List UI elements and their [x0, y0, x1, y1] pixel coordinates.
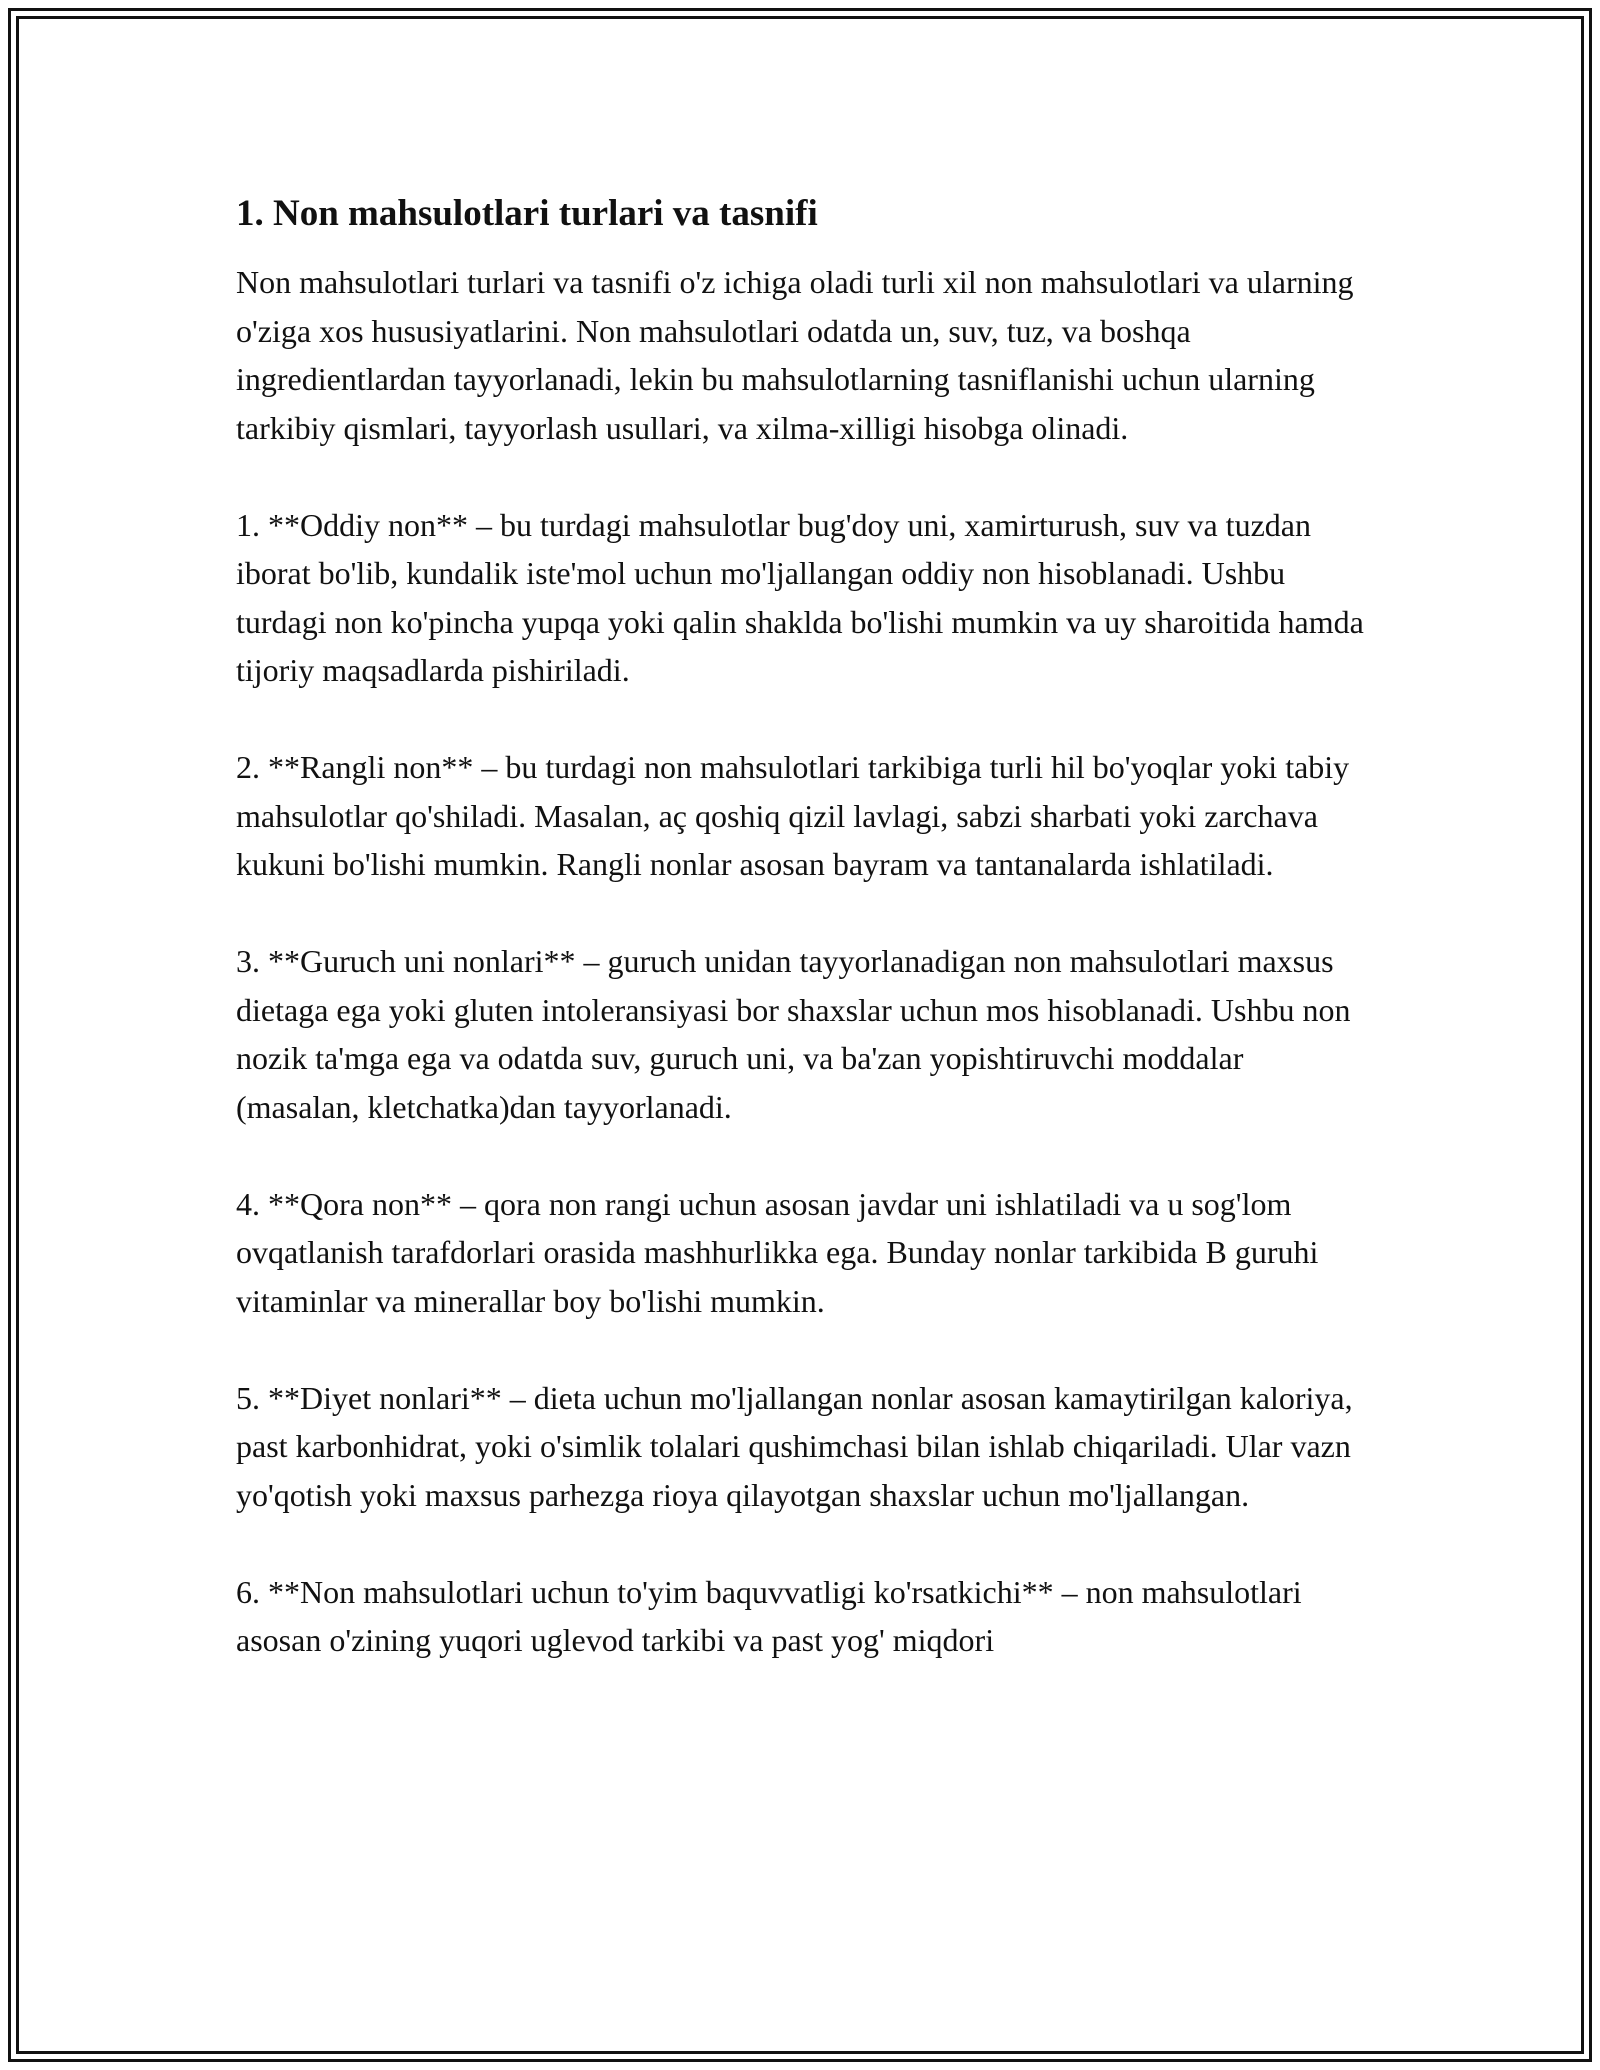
paragraph-diyet-nonlari: 5. **Diyet nonlari** – dieta uchun mo'ljallangan nonlar asosan kamaytirilgan kaloriya, past karbonhidrat, yoki o'simlik tolalari qushimchasi bilan ishlab chiqariladi. Ular vazn yo'qotish yoki maxsus parhezga rioya qilayotgan shaxslar uchun mo'ljallangan. [236, 1379, 1353, 1513]
paragraph-rangli-non: 2. **Rangli non** – bu turdagi non mahsulotlari tarkibiga turli hil bo'yoqlar yoki tabiy mahsulotlar qo'shiladi. Masalan, aç qoshiq qizil lavlagi, sabzi sharbati yoki zarchava kukuni bo'lishi mumkin. Rangli nonlar asosan bayram va tantanalarda ishlatiladi. [236, 749, 1350, 882]
paragraph-guruch-uni-nonlari: 3. **Guruch uni nonlari** – guruch unidan tayyorlanadigan non mahsulotlari maxsus dietaga ega yoki gluten intoleransiyasi bor shaxslar uchun mos hisoblanadi. Ushbu non nozik ta'mga ega va odatda suv, guruch uni, va ba'zan yopishtiruvchi moddalar (masalan, kletchatka)dan tayyorlanadi. [236, 943, 1351, 1125]
section-title: 1. Non mahsulotlari turlari va tasnifi [236, 193, 818, 234]
paragraph-toyim-baquvvatligi: 6. **Non mahsulotlari uchun to'yim baquvvatligi ko'rsatkichi** – non mahsulotlari asosan o'zining yuqori uglevod tarkibi va past yog' miqdori [236, 1573, 1302, 1658]
paragraph-qora-non: 4. **Qora non** – qora non rangi uchun asosan javdar uni ishlatiladi va u sog'lom ovqatlanish tarafdorlari orasida mashhurlikka ega. Bunday nonlar tarkibida B guruhi vitaminlar va minerallar boy bo'lishi mumkin. [236, 1185, 1319, 1319]
intro-paragraph: Non mahsulotlari turlari va tasnifi o'z ichiga oladi turli xil non mahsulotlari va ularning o'ziga xos hususiyatlarini. Non mahsulotlari odatda un, suv, tuz, va boshqa ingredientlardan tayyorlanadi, lekin bu mahsulotlarning tasniflanishi uchun ularning tarkibiy qismlari, tayyorlash usullari, va xilma-xilligi hisobga olinadi. [236, 264, 1354, 446]
document-body [236, 188, 1366, 1713]
paragraph-oddiy-non: 1. **Oddiy non** – bu turdagi mahsulotlar bug'doy uni, xamirturush, suv va tuzdan iborat bo'lib, kundalik iste'mol uchun mo'ljallangan oddiy non hisoblanadi. Ushbu turdagi non ko'pincha yupqa yoki qalin shaklda bo'lishi mumkin va uy sharoitida hamda tijoriy maqsadlarda pishiriladi. [236, 506, 1364, 688]
